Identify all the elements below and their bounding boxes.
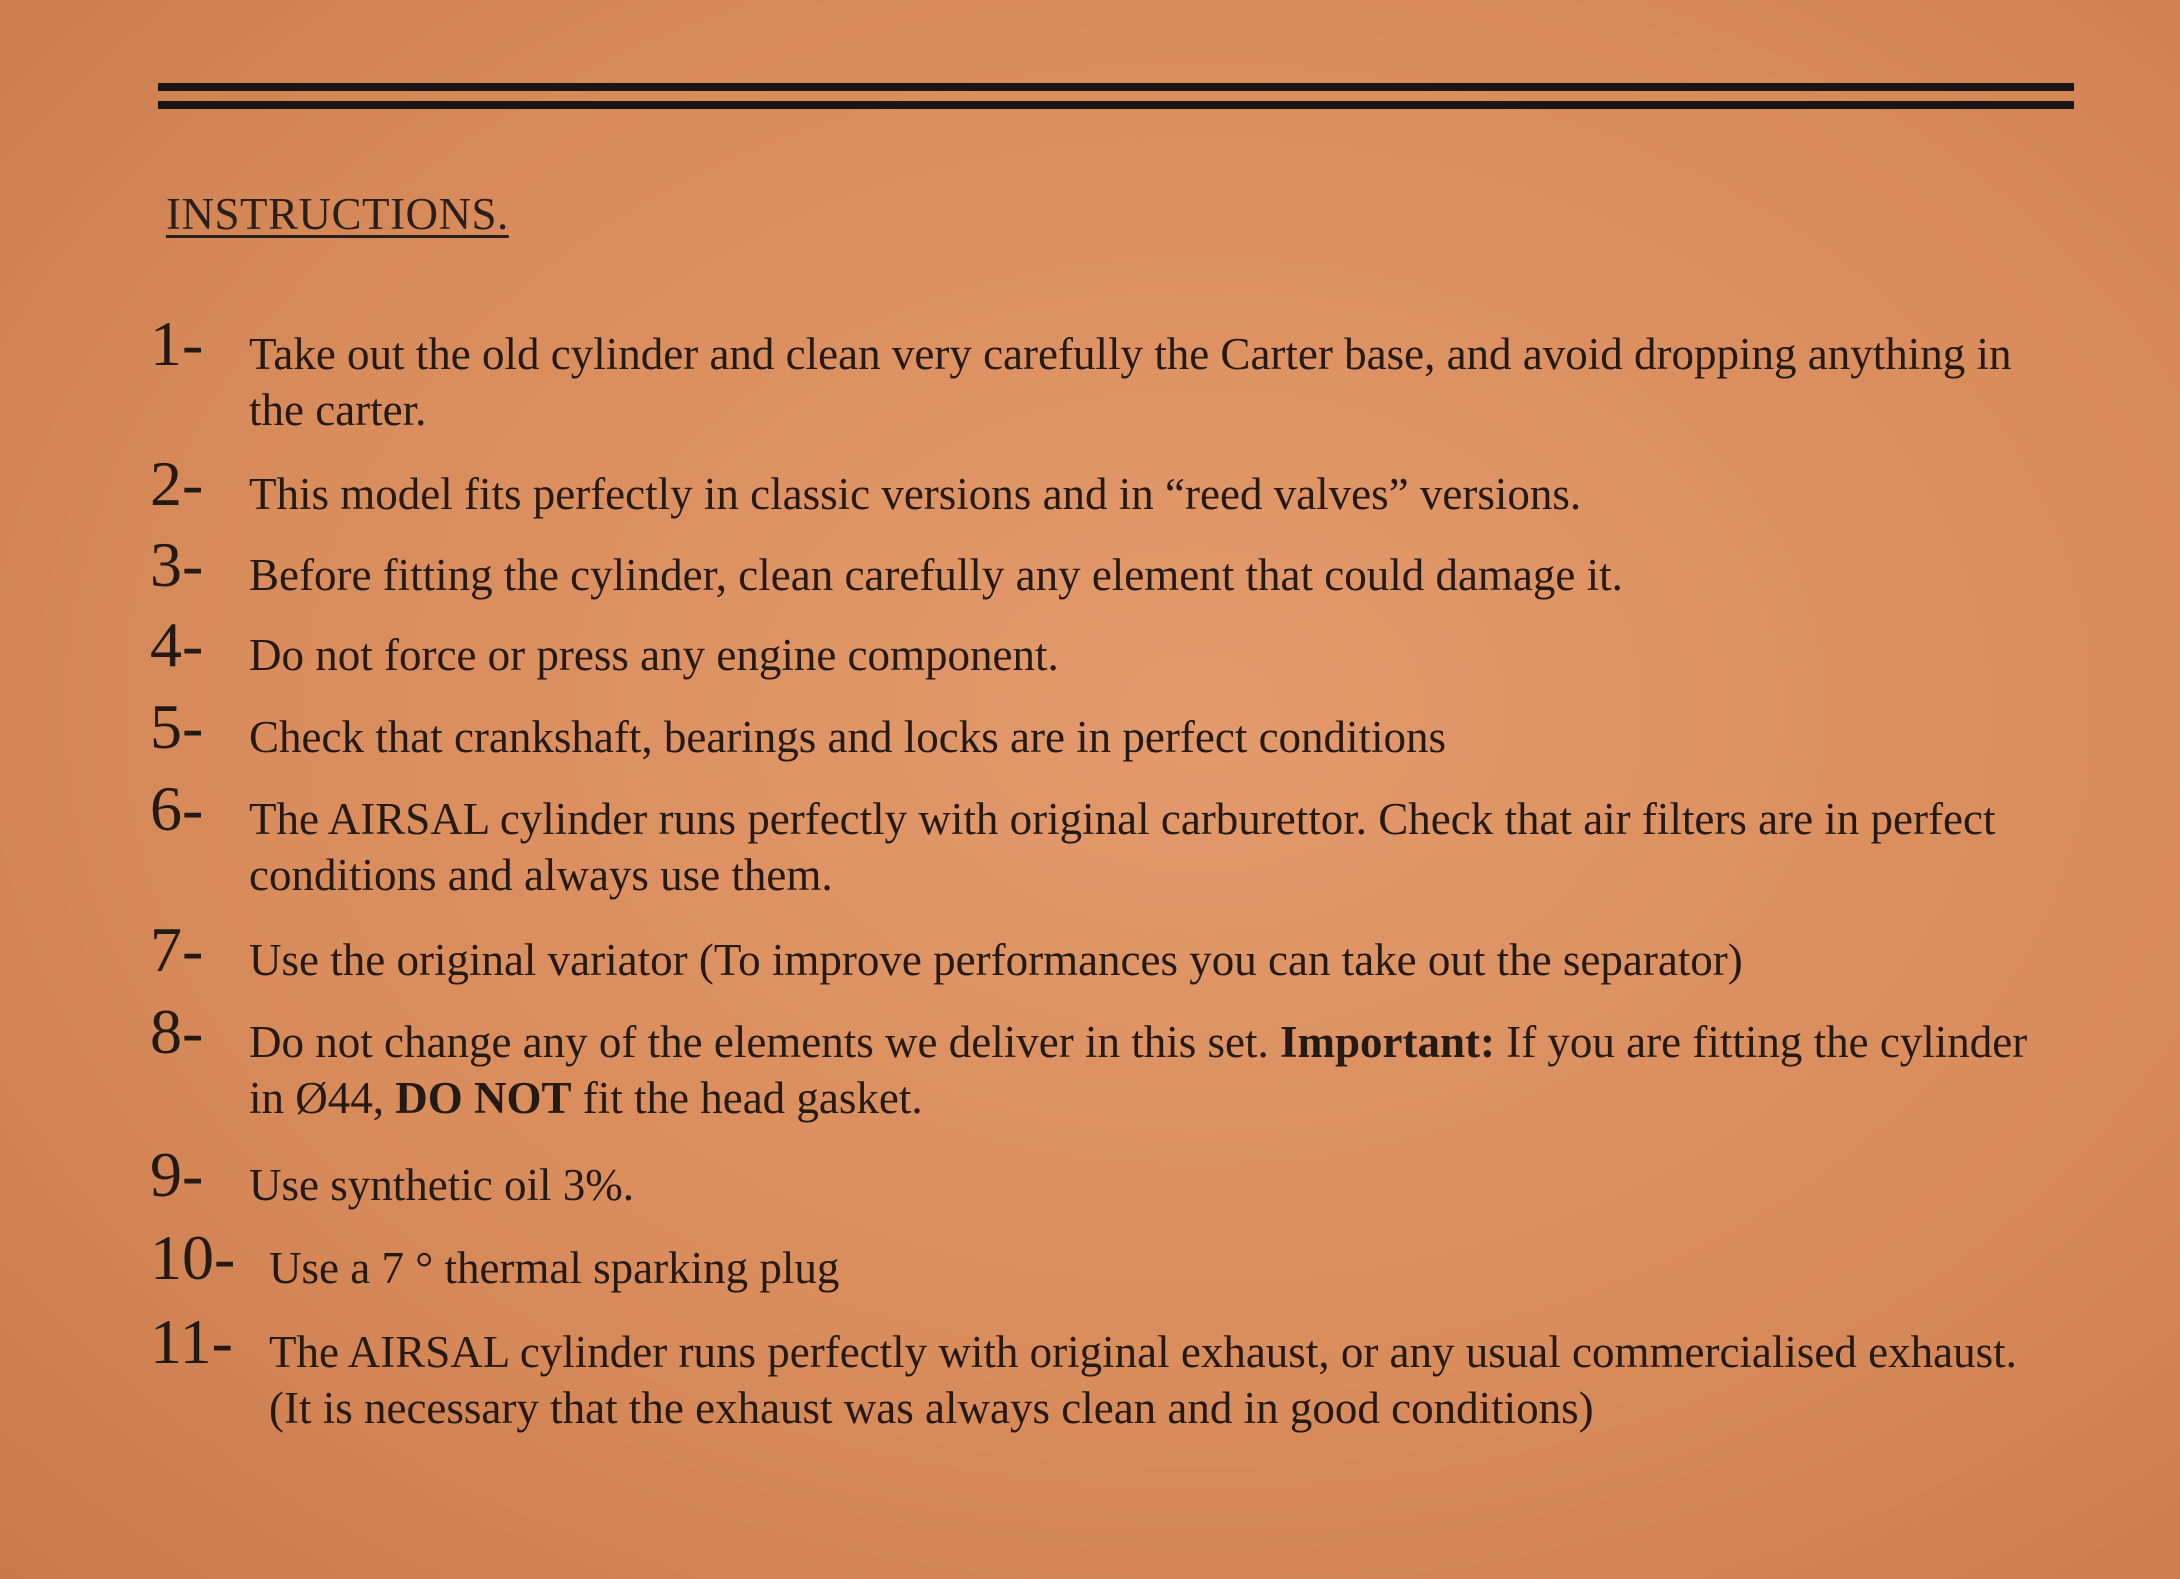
item-number: 6- xyxy=(150,773,204,844)
bottom-rule xyxy=(158,101,2074,109)
do-not-label: DO NOT xyxy=(395,1073,572,1123)
item-number: 3- xyxy=(150,529,204,600)
item-text: Use a 7 ° thermal sparking plug xyxy=(269,1243,840,1293)
item-text: Check that crankshaft, bearings and locks are in perfect conditions xyxy=(249,712,1447,762)
item-text: The AIRSAL cylinder runs perfectly with original carburettor. Check that air filters are in perfect conditions and always use them. xyxy=(249,794,1996,900)
important-label: Important: xyxy=(1279,1017,1495,1067)
item-text: Take out the old cylinder and clean very carefully the Carter base, and avoid dropping anything in the carter. xyxy=(249,329,2012,435)
item-number: 1- xyxy=(150,308,204,379)
item-number: 7- xyxy=(150,914,204,985)
item-number: 2- xyxy=(150,448,204,519)
item-text-part: If you are fitting the cylinder in Ø44, xyxy=(249,1017,2028,1123)
item-number: 11- xyxy=(150,1306,233,1377)
item-number: 4- xyxy=(150,609,204,680)
item-text: Do not force or press any engine component. xyxy=(249,630,1059,680)
item-text: The AIRSAL cylinder runs perfectly with original exhaust, or any usual commercialised exhaust. (It is necessary that the exhaust was always clean and in good conditions) xyxy=(269,1327,2017,1433)
item-number: 10- xyxy=(150,1222,236,1293)
item-text: This model fits perfectly in classic versions and in “reed valves” versions. xyxy=(249,469,1582,519)
item-text: Before fitting the cylinder, clean carefully any element that could damage it. xyxy=(249,550,1623,600)
item-text: Use the original variator (To improve performances you can take out the separator) xyxy=(249,935,1743,985)
item-text xyxy=(249,1014,2049,1126)
item-number: 9- xyxy=(150,1139,204,1210)
item-text: Use synthetic oil 3%. xyxy=(249,1160,634,1210)
page-heading: INSTRUCTIONS. xyxy=(166,189,509,239)
item-text-part: fit the head gasket. xyxy=(582,1073,923,1123)
top-rule xyxy=(158,83,2074,91)
item-text-part: Do not change any of the elements we deliver in this set. xyxy=(249,1017,1269,1067)
item-number: 8- xyxy=(150,996,204,1067)
item-number: 5- xyxy=(150,691,204,762)
